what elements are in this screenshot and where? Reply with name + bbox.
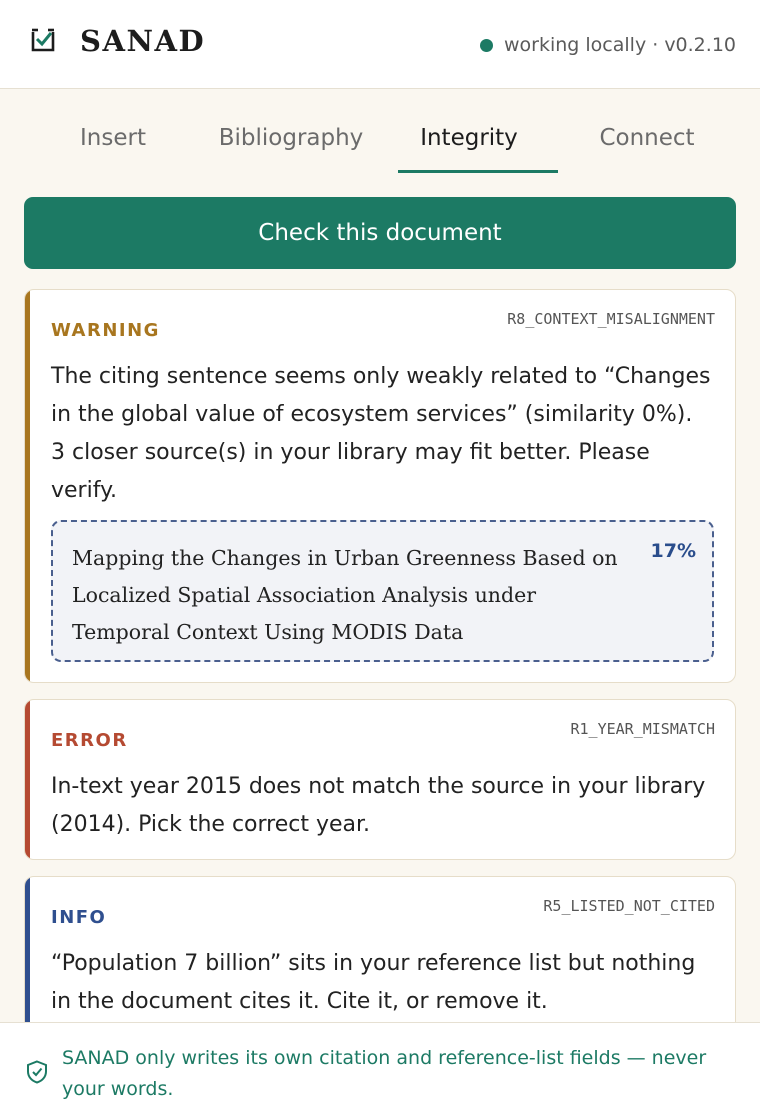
issue-card-warning (24, 289, 736, 683)
severity-label: ERROR (51, 730, 128, 751)
shield-check-icon (26, 1060, 48, 1084)
issue-message: “Population 7 billion” sits in your reference list but nothing in the document cites it. Cite it, or remove it. (51, 951, 696, 1014)
suggested-source[interactable] (51, 520, 714, 662)
app-header (0, 0, 760, 89)
severity-label: INFO (51, 907, 107, 928)
issue-card-error (24, 699, 736, 860)
severity-bar (25, 700, 30, 859)
tab-integrity[interactable]: Integrity (380, 107, 558, 173)
logo-icon (30, 27, 56, 53)
rule-code: R1_YEAR_MISMATCH (570, 720, 715, 738)
rule-code: R8_CONTEXT_MISALIGNMENT (507, 310, 715, 328)
issue-message: In-text year 2015 does not match the source in your library (2014). Pick the correct year. (51, 774, 706, 837)
footer-notice (0, 1022, 760, 1120)
severity-bar (25, 290, 30, 682)
brand-name: SANAD (80, 24, 206, 58)
tab-bibliography[interactable]: Bibliography (218, 125, 364, 151)
footer-text: SANAD only writes its own citation and reference-list fields — never your words. (62, 1047, 707, 1100)
tab-connect[interactable]: Connect (599, 125, 695, 151)
connection-status (480, 34, 736, 56)
severity-label: WARNING (51, 320, 160, 341)
similarity-score: 17% (650, 540, 696, 562)
tab-bar (24, 107, 736, 173)
tab-insert[interactable]: Insert (80, 125, 146, 151)
status-dot-icon (480, 39, 493, 52)
status-text: working locally · v0.2.10 (504, 34, 736, 56)
suggested-source-title: Mapping the Changes in Urban Greenness Based on Localized Spatial Association Analysis under Temporal Context Using MODIS Data (72, 546, 618, 644)
issue-message: The citing sentence seems only weakly related to “Changes in the global value of ecosystem services” (similarity 0%). 3 closer source(s) in your library may fit better. Please verify. (51, 364, 711, 503)
check-document-button[interactable]: Check this document (24, 197, 736, 269)
rule-code: R5_LISTED_NOT_CITED (543, 897, 715, 915)
